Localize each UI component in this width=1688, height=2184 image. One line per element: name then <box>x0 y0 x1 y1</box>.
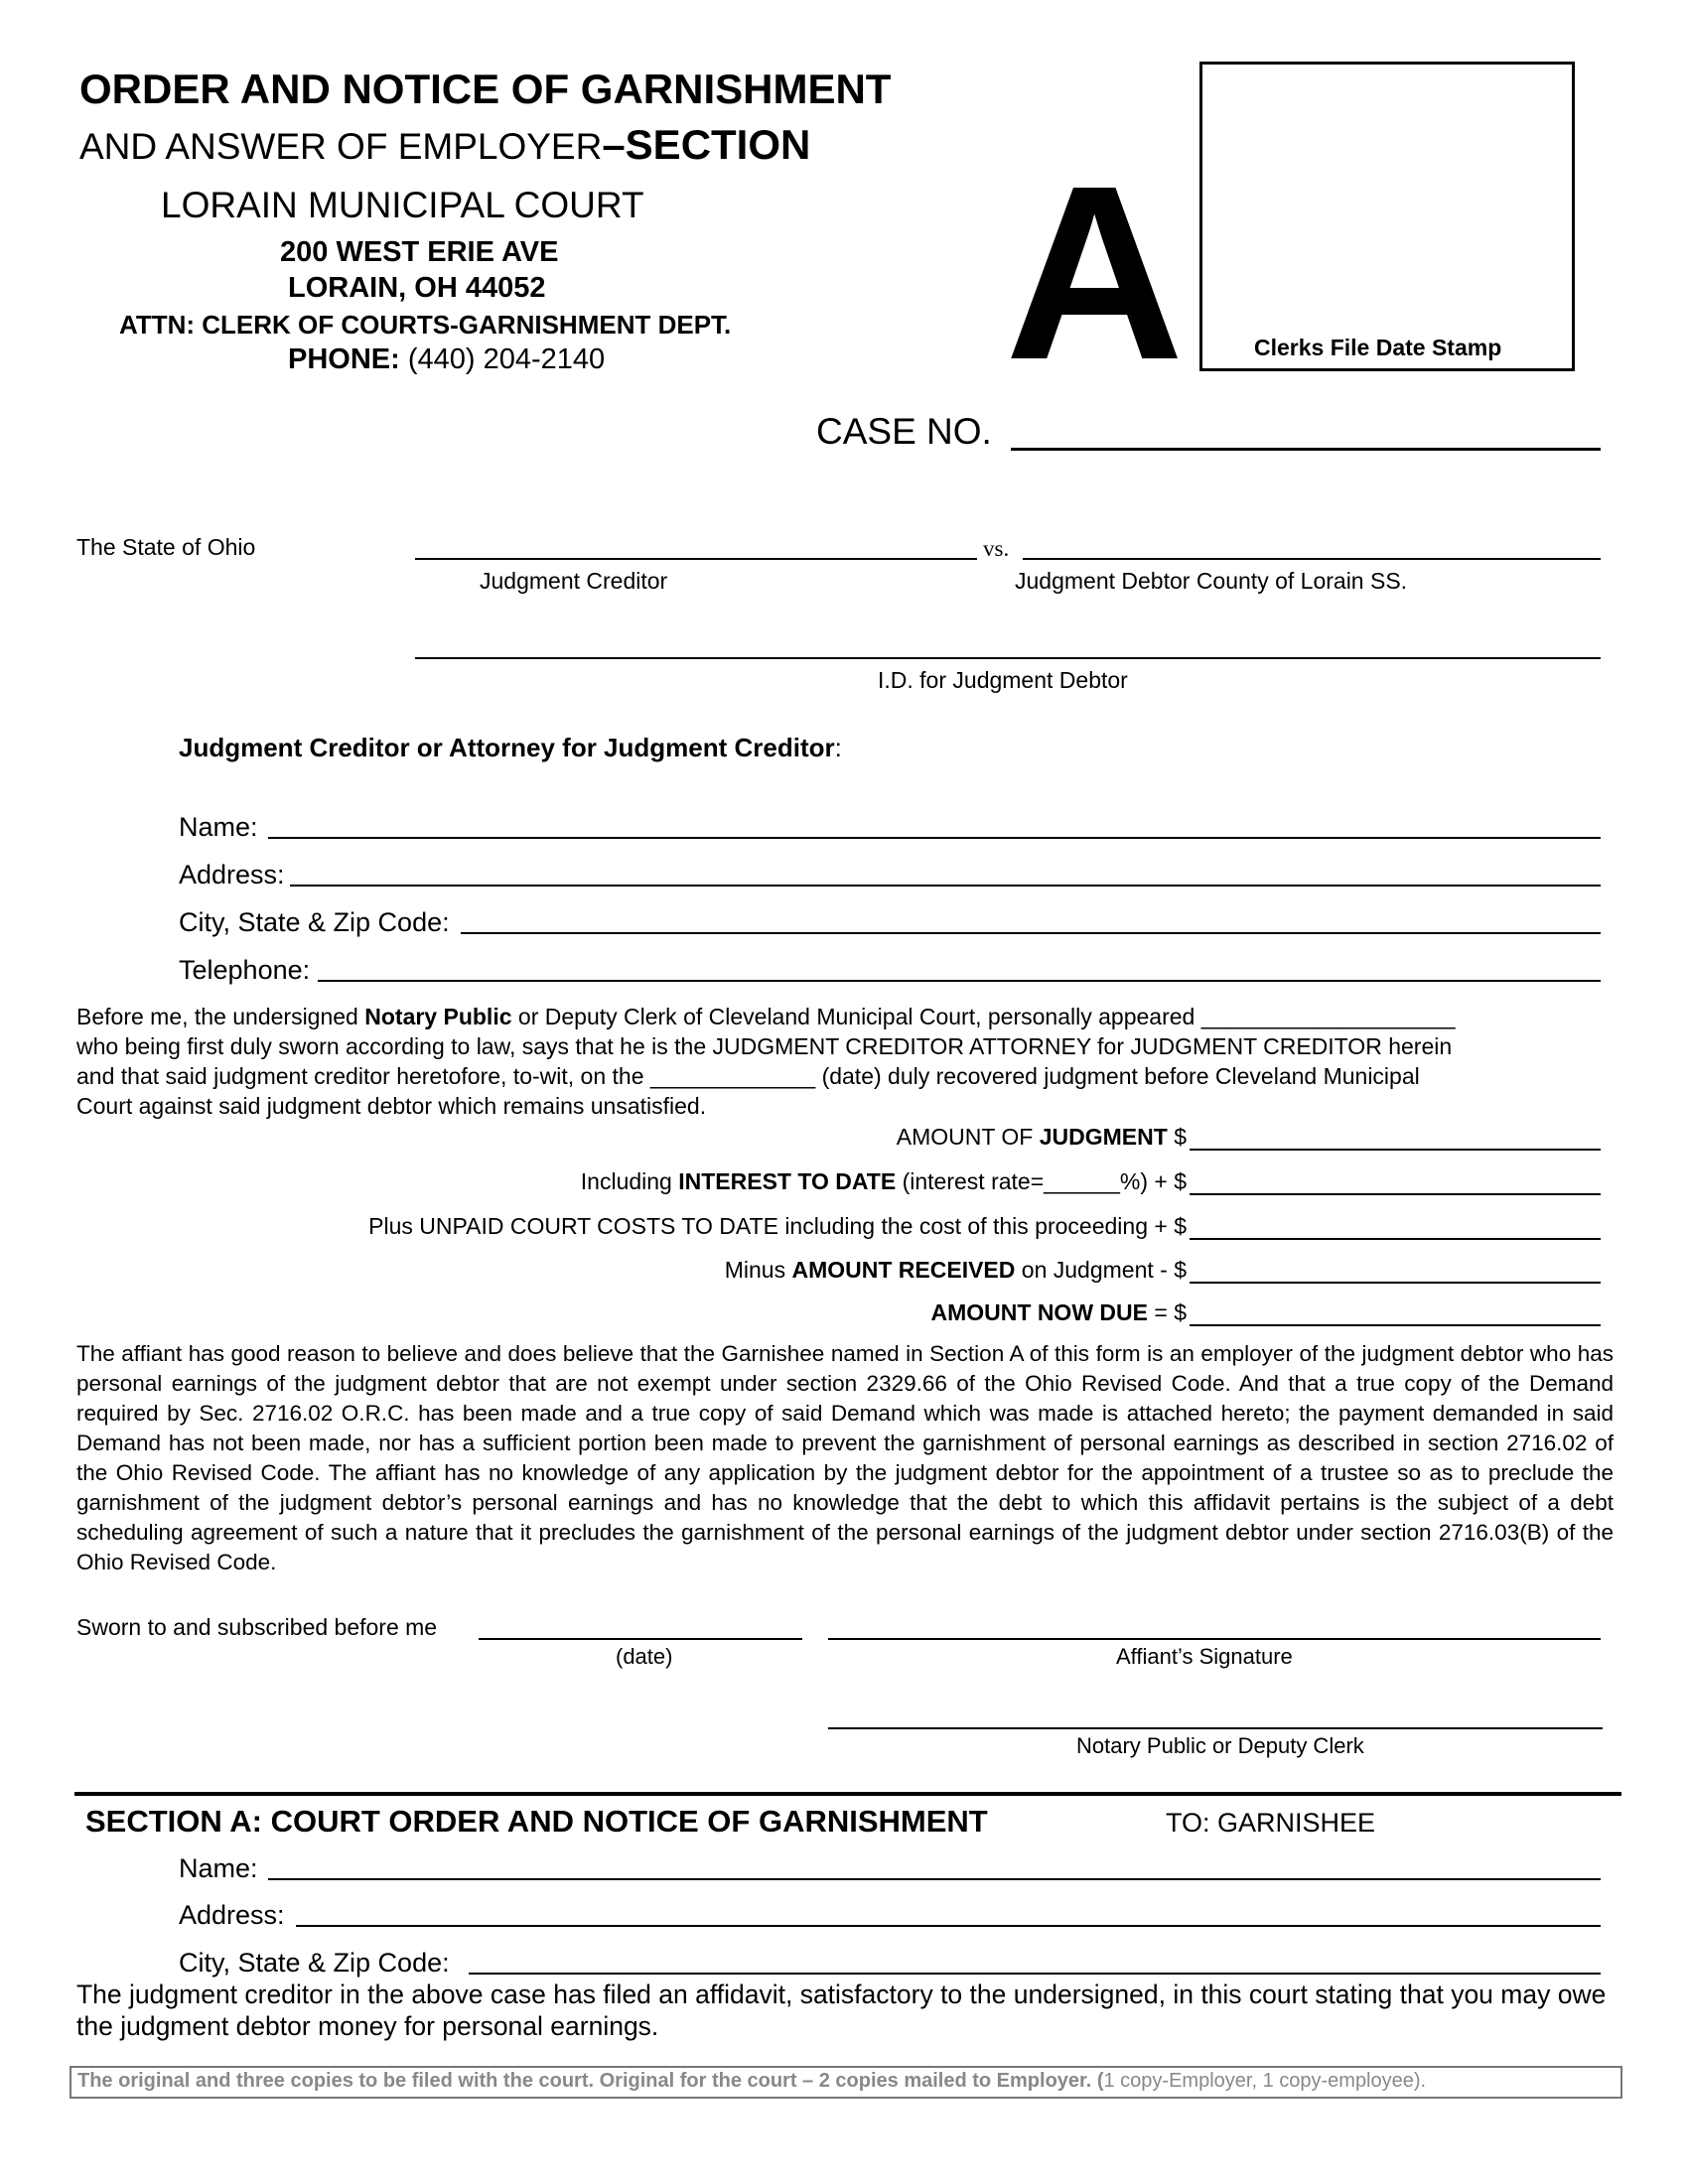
sworn-label: Sworn to and subscribed before me <box>76 1614 438 1640</box>
creditor-telephone-field[interactable] <box>318 980 1601 982</box>
affidavit-line-4: Court against said judgment debtor which remains unsatisfied. <box>76 1093 707 1119</box>
judgment-creditor-label: Judgment Creditor <box>480 568 668 594</box>
amount-judgment-pre: AMOUNT OF <box>896 1124 1040 1150</box>
garnishee-city-label: City, State & Zip Code: <box>179 1948 450 1978</box>
section-a-to-garnishee: TO: GARNISHEE <box>1166 1808 1376 1838</box>
affidavit-line-1-post: or Deputy Clerk of Cleveland Municipal Court, personally appeared ____________________ <box>511 1004 1456 1029</box>
amount-judgment-bold: JUDGMENT <box>1039 1124 1168 1150</box>
creditor-telephone-label: Telephone: <box>179 955 311 985</box>
stamp-label: Clerks File Date Stamp <box>1254 335 1502 360</box>
form-title: ORDER AND NOTICE OF GARNISHMENT <box>79 66 892 112</box>
amount-judgment-field[interactable] <box>1190 1149 1601 1151</box>
interest-bold: INTEREST TO DATE <box>678 1168 897 1194</box>
creditor-name-field[interactable] <box>268 837 1601 839</box>
interest-label <box>581 1168 1187 1195</box>
creditor-heading <box>179 733 842 763</box>
notary-signature-field[interactable] <box>828 1727 1603 1729</box>
garnishee-name-field[interactable] <box>268 1878 1601 1880</box>
phone-label: PHONE: <box>288 343 400 375</box>
filing-instructions-footer <box>70 2066 1622 2099</box>
affidavit-line-1-pre: Before me, the undersigned <box>76 1004 365 1029</box>
creditor-city-label: City, State & Zip Code: <box>179 907 450 937</box>
creditor-heading-colon: : <box>834 733 842 762</box>
garnishee-address-field[interactable] <box>296 1925 1601 1927</box>
section-letter: A <box>1005 134 1185 411</box>
case-no-field[interactable] <box>1011 448 1601 451</box>
received-post: on Judgment - $ <box>1015 1257 1187 1283</box>
section-a-text: The judgment creditor in the above case has filed an affidavit, satisfactory to the undersigned, in this court stating that you may owe the judgment debtor money for personal earnings. <box>76 1979 1607 2041</box>
debtor-id-label: I.D. for Judgment Debtor <box>878 667 1128 693</box>
received-pre: Minus <box>724 1257 792 1283</box>
footer-bold: The original and three copies to be filed with the court. Original for the court – 2 copies mailed to Employer. ( <box>77 2070 1104 2092</box>
received-bold: AMOUNT RECEIVED <box>791 1257 1016 1283</box>
court-phone <box>288 343 605 376</box>
amount-received-field[interactable] <box>1190 1282 1601 1284</box>
amount-judgment-post: $ <box>1167 1124 1187 1150</box>
affiant-signature-label: Affiant’s Signature <box>1116 1644 1293 1669</box>
amount-due-label <box>931 1299 1188 1326</box>
vs-label: vs. <box>983 536 1010 561</box>
state-label: The State of Ohio <box>76 534 256 560</box>
affidavit-notary: Notary Public <box>364 1004 512 1029</box>
affidavit-line-3: and that said judgment creditor heretofore, to-wit, on the _____________ (date) duly recovered judgment before Cleveland Municipal <box>76 1063 1420 1089</box>
interest-field[interactable] <box>1190 1193 1601 1195</box>
creditor-heading-text: Judgment Creditor or Attorney for Judgment Creditor <box>179 733 835 762</box>
court-attn: ATTN: CLERK OF COURTS-GARNISHMENT DEPT. <box>119 310 732 340</box>
form-subtitle <box>79 121 810 169</box>
case-no-label: CASE NO. <box>816 411 992 452</box>
creditor-address-label: Address: <box>179 860 285 889</box>
garnishee-city-field[interactable] <box>469 1973 1601 1975</box>
notary-signature-label: Notary Public or Deputy Clerk <box>1076 1733 1364 1758</box>
amount-due-field[interactable] <box>1190 1324 1601 1326</box>
amount-due-post: = $ <box>1147 1299 1187 1325</box>
judgment-creditor-field[interactable] <box>415 558 977 560</box>
court-costs-label: Plus UNPAID COURT COSTS TO DATE including the cost of this proceeding + $ <box>368 1213 1187 1239</box>
affiant-belief-paragraph: The affiant has good reason to believe and does believe that the Garnishee named in Section A of this form is an employer of the judgment debtor who has personal earnings of the judgment debtor that are not exempt under section 2329.66 of the Ohio Revised Code. And that a true copy of the Demand required by Sec. 2716.02 O.R.C. has been made and a true copy of said Demand which was made is attached hereto; the payment demanded in said Demand has not been made, nor has a sufficient portion been made to prevent the garnishment of personal earnings as described in section 2716.02 of the Ohio Revised Code. The affiant has no knowledge of any application by the judgment debtor for the appointment of a trustee so as to preclude the garnishment of the judgment debtor’s personal earnings and has no knowledge that the debt to which this affidavit pertains is the subject of a debt scheduling agreement of such a nature that it precludes the garnishment of the personal earnings of the judgment debtor under section 2716.03(B) of the Ohio Revised Code. <box>76 1341 1614 1574</box>
judgment-debtor-label: Judgment Debtor County of Lorain SS. <box>1015 568 1408 594</box>
interest-pre: Including <box>580 1168 679 1194</box>
court-name: LORAIN MUNICIPAL COURT <box>161 185 644 225</box>
creditor-address-field[interactable] <box>290 885 1601 887</box>
affiant-signature-field[interactable] <box>828 1638 1601 1640</box>
file-date-stamp-box <box>1199 62 1575 371</box>
sworn-date-field[interactable] <box>479 1638 802 1640</box>
interest-post: (interest rate=______%) + $ <box>896 1168 1187 1194</box>
section-a-divider <box>74 1792 1621 1796</box>
affidavit-line-1 <box>76 1004 1456 1030</box>
subtitle-section: –SECTION <box>602 121 811 168</box>
footer-normal: 1 copy-Employer, 1 copy-employee). <box>1103 2070 1427 2092</box>
garnishee-address-label: Address: <box>179 1900 285 1930</box>
amount-received-label <box>725 1257 1187 1284</box>
debtor-id-field[interactable] <box>415 657 1601 659</box>
court-address-city: LORAIN, OH 44052 <box>288 272 546 304</box>
creditor-city-field[interactable] <box>461 932 1601 934</box>
section-a-heading: SECTION A: COURT ORDER AND NOTICE OF GARNISHMENT <box>85 1804 988 1839</box>
subtitle-text: AND ANSWER OF EMPLOYER <box>79 126 603 167</box>
amount-due-bold: AMOUNT NOW DUE <box>930 1299 1148 1325</box>
affidavit-line-2: who being first duly sworn according to law, says that he is the JUDGMENT CREDITOR ATTORNEY for JUDGMENT CREDITOR herein <box>76 1033 1453 1059</box>
judgment-debtor-field[interactable] <box>1023 558 1601 560</box>
creditor-name-label: Name: <box>179 812 258 842</box>
court-address-street: 200 WEST ERIE AVE <box>280 236 559 268</box>
amount-judgment-label <box>897 1124 1187 1151</box>
phone-number: (440) 204-2140 <box>399 343 606 375</box>
garnishee-name-label: Name: <box>179 1853 258 1883</box>
court-costs-field[interactable] <box>1190 1238 1601 1240</box>
sworn-date-label: (date) <box>616 1644 673 1669</box>
